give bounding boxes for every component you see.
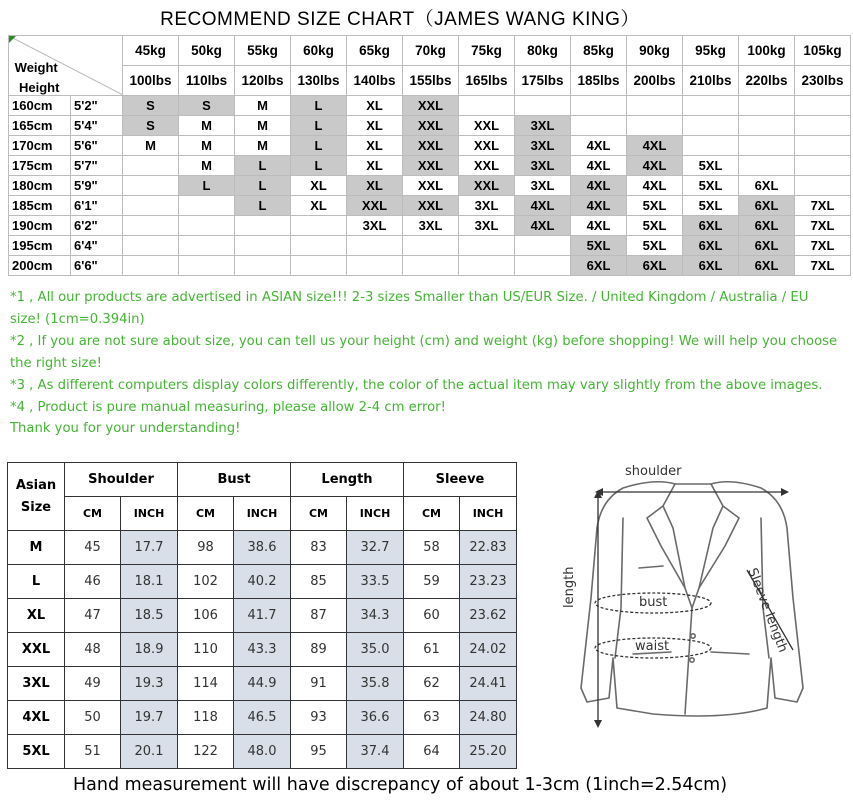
size-cell (627, 96, 683, 116)
table-row (9, 216, 851, 236)
measurement-value: 60 (404, 599, 460, 633)
measurement-value: 51 (65, 735, 121, 769)
size-cell: M (235, 96, 291, 116)
weight-lbs-header: 110lbs (179, 66, 235, 96)
jacket-diagram (535, 458, 845, 770)
size-cell (123, 216, 179, 236)
size-cell: 6XL (739, 236, 795, 256)
size-cell (123, 256, 179, 276)
size-cell (459, 256, 515, 276)
measurement-value: 24.02 (460, 633, 517, 667)
size-cell: L (291, 136, 347, 156)
size-cell: 5XL (627, 196, 683, 216)
size-cell (347, 256, 403, 276)
size-cell: XXL (403, 136, 459, 156)
size-cell: XL (291, 196, 347, 216)
corner-triangle-icon (9, 36, 16, 43)
measurement-value: 33.5 (347, 565, 404, 599)
size-cell: M (235, 136, 291, 156)
asian-size-header (8, 463, 65, 531)
measurement-group-header: Bust (178, 463, 291, 497)
size-cell: 3XL (459, 196, 515, 216)
size-cell: 5XL (683, 196, 739, 216)
measurement-value: 35.8 (347, 667, 404, 701)
weight-height-corner (9, 36, 123, 96)
size-cell: 3XL (403, 216, 459, 236)
weight-kg-header: 105kg (795, 36, 851, 66)
measurement-value: 48.0 (234, 735, 291, 769)
weight-lbs-header: 230lbs (795, 66, 851, 96)
size-cell (515, 256, 571, 276)
measurement-value: 23.62 (460, 599, 517, 633)
measurement-value: 32.7 (347, 531, 404, 565)
height-ft: 5'2" (71, 96, 123, 116)
weight-kg-header: 90kg (627, 36, 683, 66)
size-cell: 5XL (683, 156, 739, 176)
size-cell: XXL (403, 196, 459, 216)
weight-lbs-header: 140lbs (347, 66, 403, 96)
measurement-value: 22.83 (460, 531, 517, 565)
size-cell (179, 216, 235, 236)
height-cm: 200cm (9, 256, 71, 276)
size-cell: 5XL (627, 216, 683, 236)
size-cell: 3XL (515, 156, 571, 176)
measurement-value: 19.7 (121, 701, 178, 735)
size-cell (291, 236, 347, 256)
measurement-value: 46.5 (234, 701, 291, 735)
size-name: 5XL (8, 735, 65, 769)
size-recommendation-table (8, 35, 851, 276)
size-cell (739, 156, 795, 176)
size-cell: 4XL (627, 176, 683, 196)
size-cell: XL (347, 176, 403, 196)
weight-lbs-header: 200lbs (627, 66, 683, 96)
size-cell (683, 116, 739, 136)
size-cell: 6XL (739, 256, 795, 276)
size-cell (179, 236, 235, 256)
size-cell (515, 96, 571, 116)
measurement-group-header: Shoulder (65, 463, 178, 497)
weight-kg-header: 85kg (571, 36, 627, 66)
measurement-value: 36.6 (347, 701, 404, 735)
size-cell: L (291, 116, 347, 136)
size-cell: XL (347, 136, 403, 156)
size-cell (571, 116, 627, 136)
note-thanks: Thank you for your understanding! (10, 421, 241, 437)
weight-lbs-header: 155lbs (403, 66, 459, 96)
height-ft: 6'2" (71, 216, 123, 236)
size-cell (403, 236, 459, 256)
table-row (8, 701, 517, 735)
weight-label: Weight (14, 60, 58, 75)
size-cell: 5XL (683, 176, 739, 196)
size-cell: 4XL (571, 196, 627, 216)
measurement-value: 114 (178, 667, 234, 701)
size-cell (739, 96, 795, 116)
sleeve-length-label: Sleeve length (744, 566, 791, 655)
size-cell (123, 156, 179, 176)
measurement-value: 47 (65, 599, 121, 633)
measurement-value: 63 (404, 701, 460, 735)
table-row (9, 196, 851, 216)
height-ft: 5'9" (71, 176, 123, 196)
measurement-value: 50 (65, 701, 121, 735)
height-cm: 180cm (9, 176, 71, 196)
size-cell: 6XL (683, 236, 739, 256)
table-row (8, 667, 517, 701)
measurement-value: 95 (291, 735, 347, 769)
weight-kg-header: 80kg (515, 36, 571, 66)
weight-kg-header: 55kg (235, 36, 291, 66)
size-cell (739, 116, 795, 136)
measurement-value: 34.3 (347, 599, 404, 633)
size-cell: S (123, 116, 179, 136)
size-cell: 3XL (515, 116, 571, 136)
size-cell: 4XL (571, 176, 627, 196)
weight-lbs-header: 220lbs (739, 66, 795, 96)
height-cm: 175cm (9, 156, 71, 176)
height-cm: 160cm (9, 96, 71, 116)
measurement-value: 87 (291, 599, 347, 633)
length-label: length (562, 566, 577, 608)
size-cell: 3XL (459, 216, 515, 236)
size-cell: 4XL (515, 196, 571, 216)
weight-kg-header: 65kg (347, 36, 403, 66)
weight-lbs-header: 100lbs (123, 66, 179, 96)
table-row (9, 256, 851, 276)
measurement-value: 35.0 (347, 633, 404, 667)
height-ft: 5'6" (71, 136, 123, 156)
measurement-value: 17.7 (121, 531, 178, 565)
size-cell: XXL (403, 96, 459, 116)
size-cell (459, 236, 515, 256)
unit-header: INCH (234, 497, 291, 531)
size-cell: M (179, 116, 235, 136)
weight-kg-header: 50kg (179, 36, 235, 66)
size-name: XL (8, 599, 65, 633)
size-cell (347, 236, 403, 256)
size-cell: M (235, 116, 291, 136)
waist-label: waist (635, 639, 670, 654)
weight-lbs-header: 185lbs (571, 66, 627, 96)
size-cell: 3XL (515, 136, 571, 156)
size-cell: 6XL (683, 256, 739, 276)
note-1: *1 , All our products are advertised in ASIAN size!!! 2-3 sizes Smaller than US/EUR Size. / United Kingdom / Australia / EU size! (1cm=0.394in) (10, 290, 809, 327)
height-ft: 5'4" (71, 116, 123, 136)
size-name: L (8, 565, 65, 599)
size-cell: L (235, 156, 291, 176)
size-name: XXL (8, 633, 65, 667)
size-cell: L (291, 156, 347, 176)
size-cell (403, 256, 459, 276)
size-cell (739, 136, 795, 156)
measurement-value: 118 (178, 701, 234, 735)
measurement-value: 23.23 (460, 565, 517, 599)
note-3: *3 , As different computers display colors differently, the color of the actual item may vary slightly from the above images. (10, 377, 823, 393)
height-cm: 165cm (9, 116, 71, 136)
size-cell: 6XL (683, 216, 739, 236)
size-cell (459, 96, 515, 116)
size-cell: XXL (347, 196, 403, 216)
height-ft: 5'7" (71, 156, 123, 176)
weight-kg-header: 75kg (459, 36, 515, 66)
size-cell (683, 96, 739, 116)
measurement-value: 122 (178, 735, 234, 769)
height-ft: 6'1" (71, 196, 123, 216)
measurement-value: 20.1 (121, 735, 178, 769)
weight-kg-header: 95kg (683, 36, 739, 66)
measurement-value: 49 (65, 667, 121, 701)
table-row (8, 531, 517, 565)
table-row (9, 176, 851, 196)
measurement-value: 89 (291, 633, 347, 667)
size-label: Size (20, 499, 52, 515)
size-cell: 7XL (795, 256, 851, 276)
measurement-value: 41.7 (234, 599, 291, 633)
weight-lbs-header: 175lbs (515, 66, 571, 96)
note-2: *2 , If you are not sure about size, you can tell us your height (cm) and weight (kg) before shopping! We will help you choose the right size! (10, 333, 838, 371)
weight-lbs-header: 130lbs (291, 66, 347, 96)
size-cell (795, 116, 851, 136)
unit-header: CM (65, 497, 121, 531)
measurement-value: 40.2 (234, 565, 291, 599)
measurement-value: 19.3 (121, 667, 178, 701)
size-cell: 6XL (571, 256, 627, 276)
measurement-value: 43.3 (234, 633, 291, 667)
weight-kg-header: 45kg (123, 36, 179, 66)
size-cell (795, 136, 851, 156)
unit-header: INCH (460, 497, 517, 531)
measurement-value: 59 (404, 565, 460, 599)
size-cell: XXL (459, 176, 515, 196)
size-name: 4XL (8, 701, 65, 735)
size-cell: XXL (403, 156, 459, 176)
height-cm: 195cm (9, 236, 71, 256)
weight-kg-header: 70kg (403, 36, 459, 66)
table-row (8, 599, 517, 633)
measurement-value: 106 (178, 599, 234, 633)
size-cell: 6XL (627, 256, 683, 276)
height-ft: 6'6" (71, 256, 123, 276)
size-cell: M (179, 156, 235, 176)
size-cell: 5XL (627, 236, 683, 256)
shoulder-label: shoulder (625, 464, 682, 479)
height-label: Height (19, 80, 60, 95)
footer-note: Hand measurement will have discrepancy of about 1-3cm (1inch=2.54cm) (72, 775, 728, 795)
size-cell (179, 256, 235, 276)
size-cell: 3XL (515, 176, 571, 196)
measurement-value: 18.5 (121, 599, 178, 633)
size-cell (795, 176, 851, 196)
weight-kg-header: 60kg (291, 36, 347, 66)
measurement-value: 58 (404, 531, 460, 565)
size-cell: 4XL (571, 136, 627, 156)
size-cell: L (235, 196, 291, 216)
size-cell: XXL (403, 176, 459, 196)
size-cell: XL (347, 156, 403, 176)
table-row (8, 633, 517, 667)
size-cell: XXL (459, 156, 515, 176)
measurement-value: 18.1 (121, 565, 178, 599)
size-cell: 6XL (739, 176, 795, 196)
size-cell (123, 176, 179, 196)
measurement-group-header: Sleeve (404, 463, 517, 497)
size-cell: XL (291, 176, 347, 196)
measurement-value: 18.9 (121, 633, 178, 667)
measurement-value: 98 (178, 531, 234, 565)
measurement-value: 37.4 (347, 735, 404, 769)
unit-header: CM (178, 497, 234, 531)
measurement-value: 46 (65, 565, 121, 599)
size-cell (515, 236, 571, 256)
measurement-value: 93 (291, 701, 347, 735)
size-cell: L (235, 176, 291, 196)
size-cell: XL (347, 96, 403, 116)
unit-header: CM (404, 497, 460, 531)
bust-label: bust (639, 595, 668, 610)
measurement-value: 62 (404, 667, 460, 701)
measurement-value: 91 (291, 667, 347, 701)
measurement-group-header: Length (291, 463, 404, 497)
size-cell: 7XL (795, 196, 851, 216)
table-row (9, 116, 851, 136)
size-cell (291, 216, 347, 236)
size-cell (235, 256, 291, 276)
note-4: *4 , Product is pure manual measuring, please allow 2-4 cm error! (10, 399, 446, 415)
size-cell (235, 216, 291, 236)
chart-title: RECOMMEND SIZE CHART（JAMES WANG KING） (160, 9, 640, 30)
measurement-value: 24.41 (460, 667, 517, 701)
height-cm: 185cm (9, 196, 71, 216)
measurement-value: 45 (65, 531, 121, 565)
size-name: 3XL (8, 667, 65, 701)
measurement-value: 110 (178, 633, 234, 667)
table-row (8, 565, 517, 599)
notes-section (10, 287, 840, 440)
measurement-value: 83 (291, 531, 347, 565)
size-cell: 5XL (571, 236, 627, 256)
size-cell (683, 136, 739, 156)
measurement-value: 38.6 (234, 531, 291, 565)
size-cell (795, 156, 851, 176)
size-cell: S (123, 96, 179, 116)
size-cell: M (123, 136, 179, 156)
size-cell: XXL (403, 116, 459, 136)
measurement-value: 85 (291, 565, 347, 599)
size-cell (571, 96, 627, 116)
unit-header: INCH (347, 497, 404, 531)
weight-kg-header: 100kg (739, 36, 795, 66)
size-cell: XXL (459, 116, 515, 136)
height-cm: 190cm (9, 216, 71, 236)
size-cell (235, 236, 291, 256)
unit-header: INCH (121, 497, 178, 531)
size-cell: 4XL (627, 156, 683, 176)
size-cell: XL (347, 116, 403, 136)
measurement-value: 25.20 (460, 735, 517, 769)
size-cell: L (179, 176, 235, 196)
measurement-value: 44.9 (234, 667, 291, 701)
size-name: M (8, 531, 65, 565)
measurement-value: 48 (65, 633, 121, 667)
size-cell (123, 196, 179, 216)
table-row (8, 735, 517, 769)
size-cell (627, 116, 683, 136)
weight-lbs-header: 165lbs (459, 66, 515, 96)
size-cell: 7XL (795, 216, 851, 236)
size-cell: 4XL (571, 156, 627, 176)
size-cell: 7XL (795, 236, 851, 256)
size-cell: 4XL (627, 136, 683, 156)
size-cell (291, 256, 347, 276)
table-row (9, 136, 851, 156)
weight-lbs-header: 210lbs (683, 66, 739, 96)
measurement-value: 24.80 (460, 701, 517, 735)
measurement-value: 61 (404, 633, 460, 667)
size-cell: 3XL (347, 216, 403, 236)
measurement-table (7, 462, 517, 769)
asian-label: Asian (15, 477, 57, 493)
table-row (9, 236, 851, 256)
size-cell: 4XL (515, 216, 571, 236)
size-cell: M (179, 136, 235, 156)
size-cell (179, 196, 235, 216)
size-cell: L (291, 96, 347, 116)
table-row (9, 96, 851, 116)
measurement-value: 64 (404, 735, 460, 769)
size-cell: XXL (459, 136, 515, 156)
weight-lbs-header: 120lbs (235, 66, 291, 96)
size-cell: 4XL (571, 216, 627, 236)
unit-header: CM (291, 497, 347, 531)
height-cm: 170cm (9, 136, 71, 156)
size-cell (795, 96, 851, 116)
size-cell: S (179, 96, 235, 116)
measurement-value: 102 (178, 565, 234, 599)
table-row (9, 156, 851, 176)
size-cell: 6XL (739, 196, 795, 216)
height-ft: 6'4" (71, 236, 123, 256)
size-cell (123, 236, 179, 256)
size-cell: 6XL (739, 216, 795, 236)
